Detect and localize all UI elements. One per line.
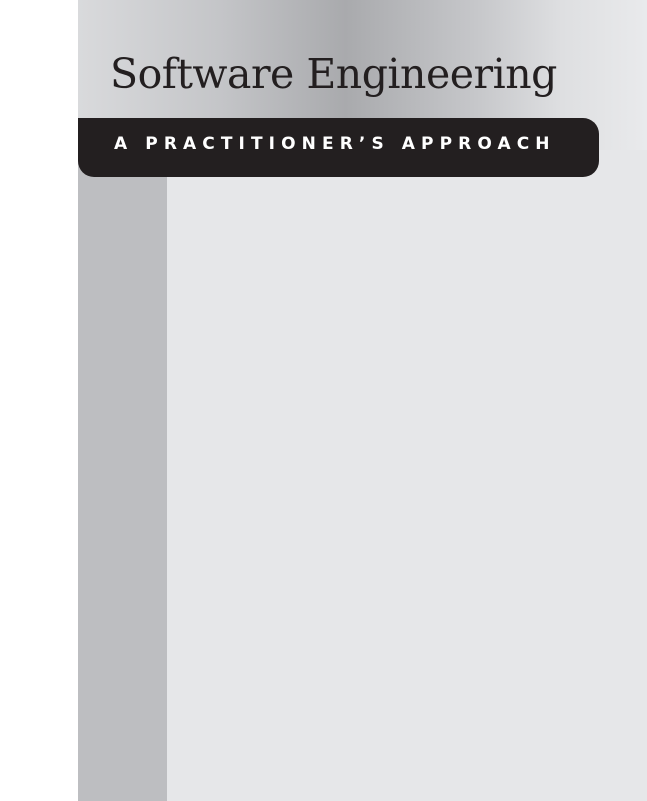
main-panel [167, 150, 647, 801]
book-title: Software Engineering [110, 50, 557, 98]
book-subtitle: A PRACTITIONER’S APPROACH [114, 134, 556, 154]
cover-margin [0, 0, 78, 801]
